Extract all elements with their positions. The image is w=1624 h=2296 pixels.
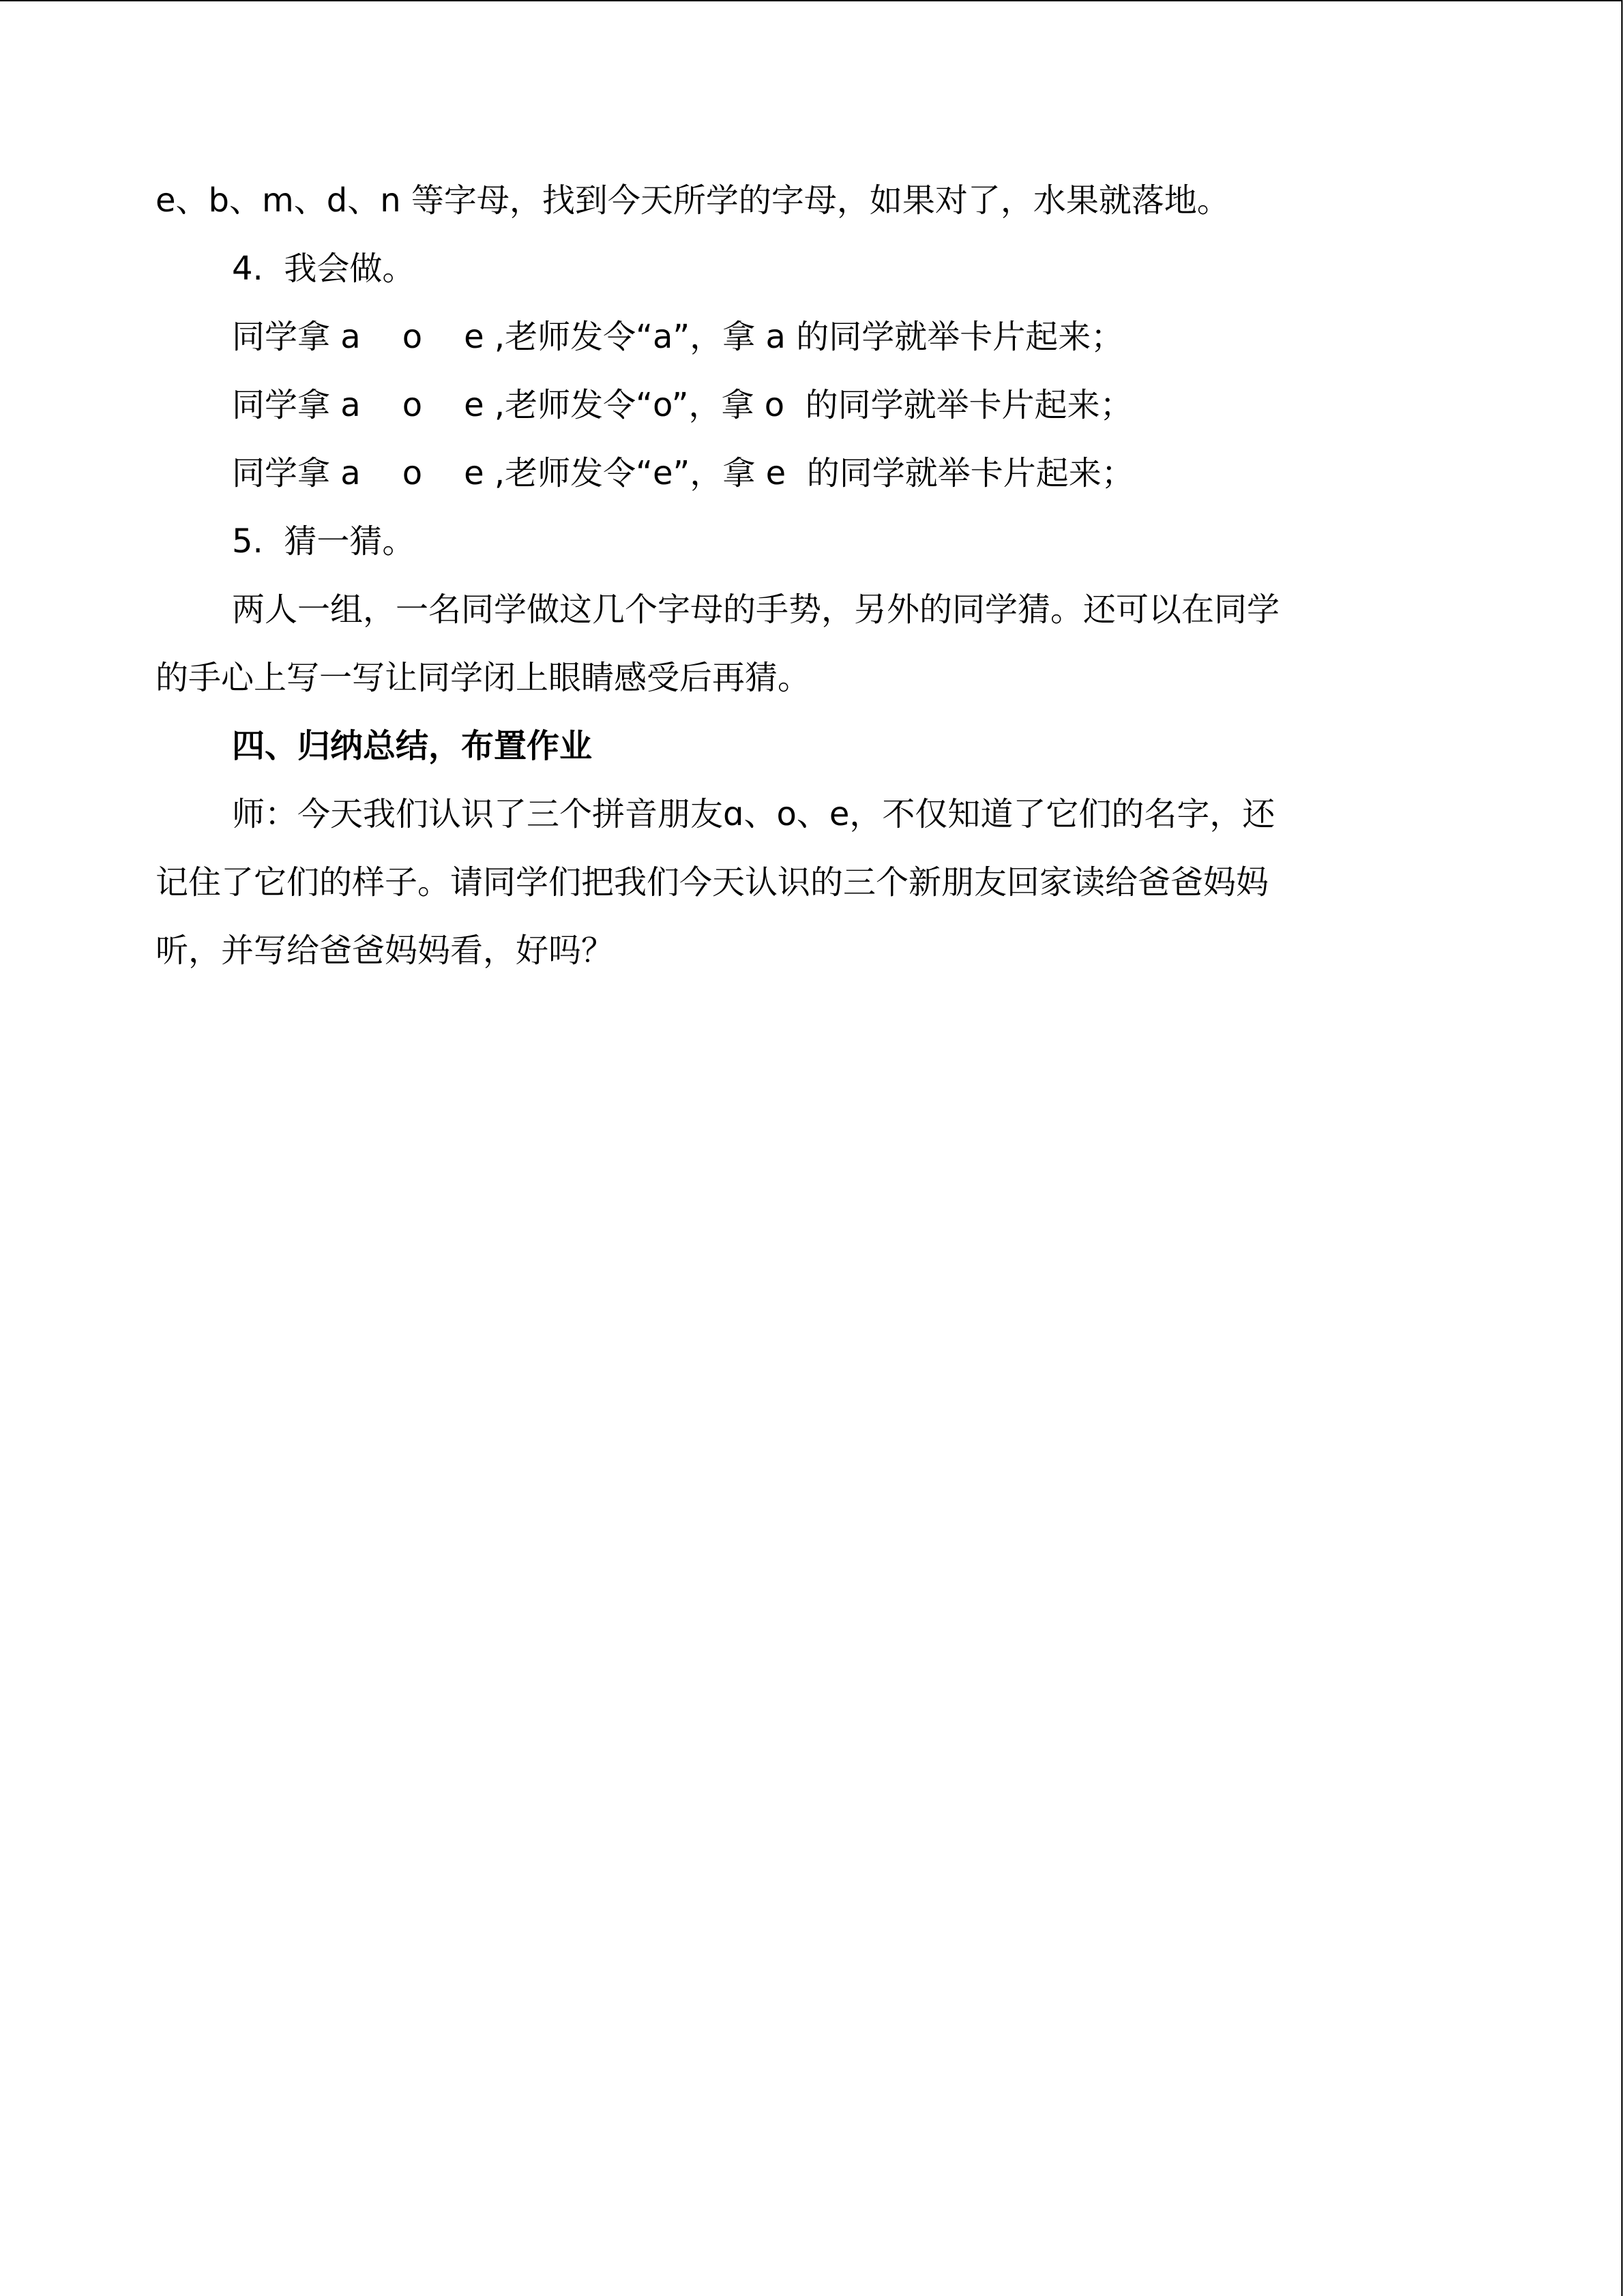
paragraph-line: 同学拿 a o e ,老师发令“a”，拿 a 的同学就举卡片起来； bbox=[232, 318, 1124, 356]
document-body bbox=[156, 166, 1458, 985]
paragraph-line: 记住了它们的样子。请同学们把我们今天认识的三个新朋友回家读给爸爸妈妈 bbox=[156, 863, 1269, 901]
list-item-heading: 4. 我会做。 bbox=[232, 250, 415, 288]
list-item-heading: 5. 猜一猜。 bbox=[232, 522, 415, 561]
paragraph-line: 两人一组，一名同学做这几个字母的手势，另外的同学猜。还可以在同学 bbox=[232, 591, 1280, 629]
paragraph-line: 同学拿 a o e ,老师发令“o”，拿 o 的同学就举卡片起来； bbox=[232, 386, 1133, 424]
paragraph-line: 听，并写给爸爸妈妈看，好吗？ bbox=[156, 931, 615, 970]
paragraph-line: 同学拿 a o e ,老师发令“e”，拿 e 的同学就举卡片起来； bbox=[232, 454, 1134, 492]
paragraph-line: 师：今天我们认识了三个拼音朋友ɑ、o、e，不仅知道了它们的名字，还 bbox=[232, 795, 1275, 833]
section-heading: 四、归纳总结，布置作业 bbox=[232, 727, 593, 765]
paragraph-line: e、b、m、d、n 等字母，找到今天所学的字母，如果对了，水果就落地。 bbox=[156, 181, 1230, 220]
paragraph-line: 的手心上写一写让同学闭上眼睛感受后再猜。 bbox=[156, 659, 811, 697]
